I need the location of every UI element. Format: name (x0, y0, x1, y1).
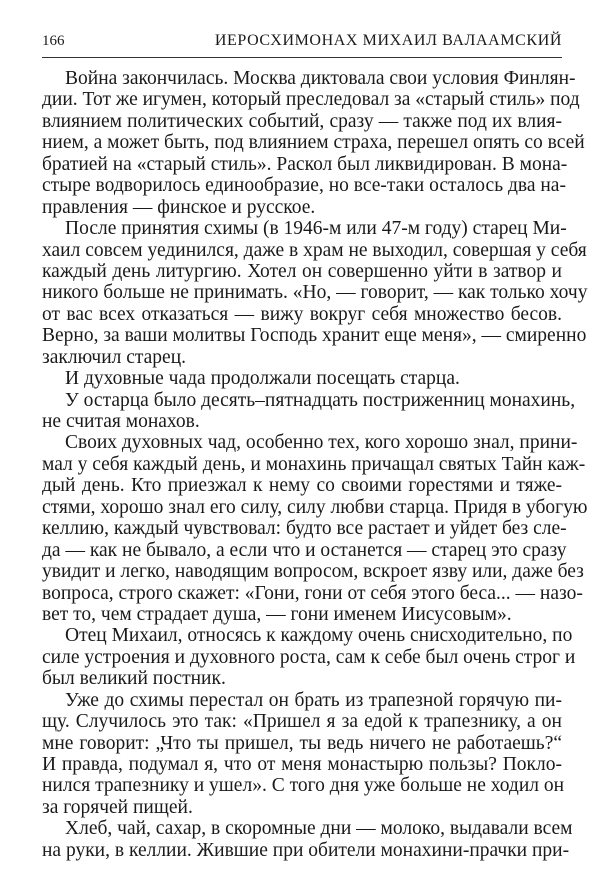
text-line: нился трапезнику и ушел». С того дня уже больше не ходил он (42, 775, 565, 797)
text-line: братией на «старый стиль». Раскол был ликвидирован. В мона- (42, 153, 568, 175)
text-line: И правда, подумал я, что от меня монастырю пользы? Покло- (42, 754, 562, 775)
paragraph (42, 689, 565, 819)
body-text (42, 68, 588, 861)
paragraph (42, 368, 562, 389)
text-line: Уже до схимы перестал он брать из трапезной горячую пи- (65, 689, 562, 711)
text-line: да — как не бывало, а если что и останется — старец это сразу (42, 539, 567, 561)
text-line: келлию, каждый чувствовал: будто все растает и уйдет без сле- (42, 518, 567, 540)
paragraph (42, 389, 576, 433)
text-line: мне говорит: „Что ты пришел, ты ведь ничего не работаешь?“ (42, 732, 562, 754)
text-line: стыре водворилось единообразие, но все-таки осталось два на- (42, 175, 566, 197)
paragraph (42, 68, 585, 218)
paragraph (42, 625, 576, 690)
text-line: вопроса, строго скажет: «Гони, гони от себя этого беса... — назо- (42, 582, 583, 604)
running-header (42, 28, 562, 58)
text-line: Верно, за ваши молитвы Господь хранит еще меня», — смиренно (42, 325, 587, 347)
text-line: не считая монахов. (42, 411, 200, 432)
text-line: дый день. Кто приезжал к нему со своими горестями и тяже- (42, 475, 562, 497)
text-line: У остарца было десять–пятнадцать постриженниц монахинь, (65, 389, 576, 411)
paragraph (42, 818, 573, 861)
text-line: от вас всех отказаться — вижу вокруг себя множество бесов. (42, 303, 562, 325)
text-line: нием, а может быть, под влиянием страха, перешел опять со всей (42, 132, 585, 154)
text-line: на руки, в келлии. Жившие при обители монахини-прачки при- (42, 839, 570, 861)
paragraph (42, 218, 588, 368)
text-line: Война закончилась. Москва диктовала свои условия Финлян- (65, 68, 576, 89)
text-line: правления — финское и русское. (42, 196, 316, 218)
text-line: щу. Случилось это так: «Пришел я за едой к трапезнику, а он (42, 711, 562, 733)
text-line: за горячей пищей. (42, 796, 193, 818)
text-line: каждый день литургию. Хотел он совершенно уйти в затвор и (42, 260, 562, 282)
page-number: 166 (42, 33, 65, 49)
text-line: Своих духовных чад, особенно тех, кого хорошо знал, прини- (65, 432, 578, 454)
text-line: Хлеб, чай, сахар, в скоромные дни — молоко, выдавали всем (65, 818, 573, 840)
text-line: вет то, чем страдает душа, — гони именем Иисусовым». (42, 603, 512, 625)
text-line: После принятия схимы (в 1946-м или 47-м году) старец Ми- (65, 218, 567, 240)
text-line: стями, хорошо знал его силу, силу любви старца. Придя в убогую (42, 496, 588, 518)
text-line: хаил совсем уединился, даже в храм не выходил, совершая у себя (42, 239, 587, 261)
text-line: Отец Михаил, относясь к каждому очень снисходительно, по (65, 625, 573, 647)
paragraph (42, 432, 588, 625)
running-title: ИЕРОСХИМОНАХ МИХАИЛ ВАЛААМСКИЙ (214, 32, 562, 49)
text-line: заключил старец. (42, 346, 187, 368)
text-line: увидит и легко, наводящим вопросом, вскроет язву или, даже без (42, 561, 584, 583)
text-line: мал у себя каждый день, и монахинь причащал святых Тайн каж- (42, 453, 586, 475)
text-line: влиянием политических событий, сразу — также под их влия- (42, 110, 562, 132)
text-line: силе устроения и духовного роста, сам к себе был очень строг и (42, 646, 576, 668)
text-line: И духовные чада продолжали посещать старца. (65, 368, 460, 390)
text-line: никого больше не принимать. «Но, — говорит, — как только хочу (42, 282, 588, 304)
text-line: дии. Тот же игумен, который преследовал за «старый стиль» под (42, 89, 580, 111)
text-line: был великий постник. (42, 668, 226, 690)
